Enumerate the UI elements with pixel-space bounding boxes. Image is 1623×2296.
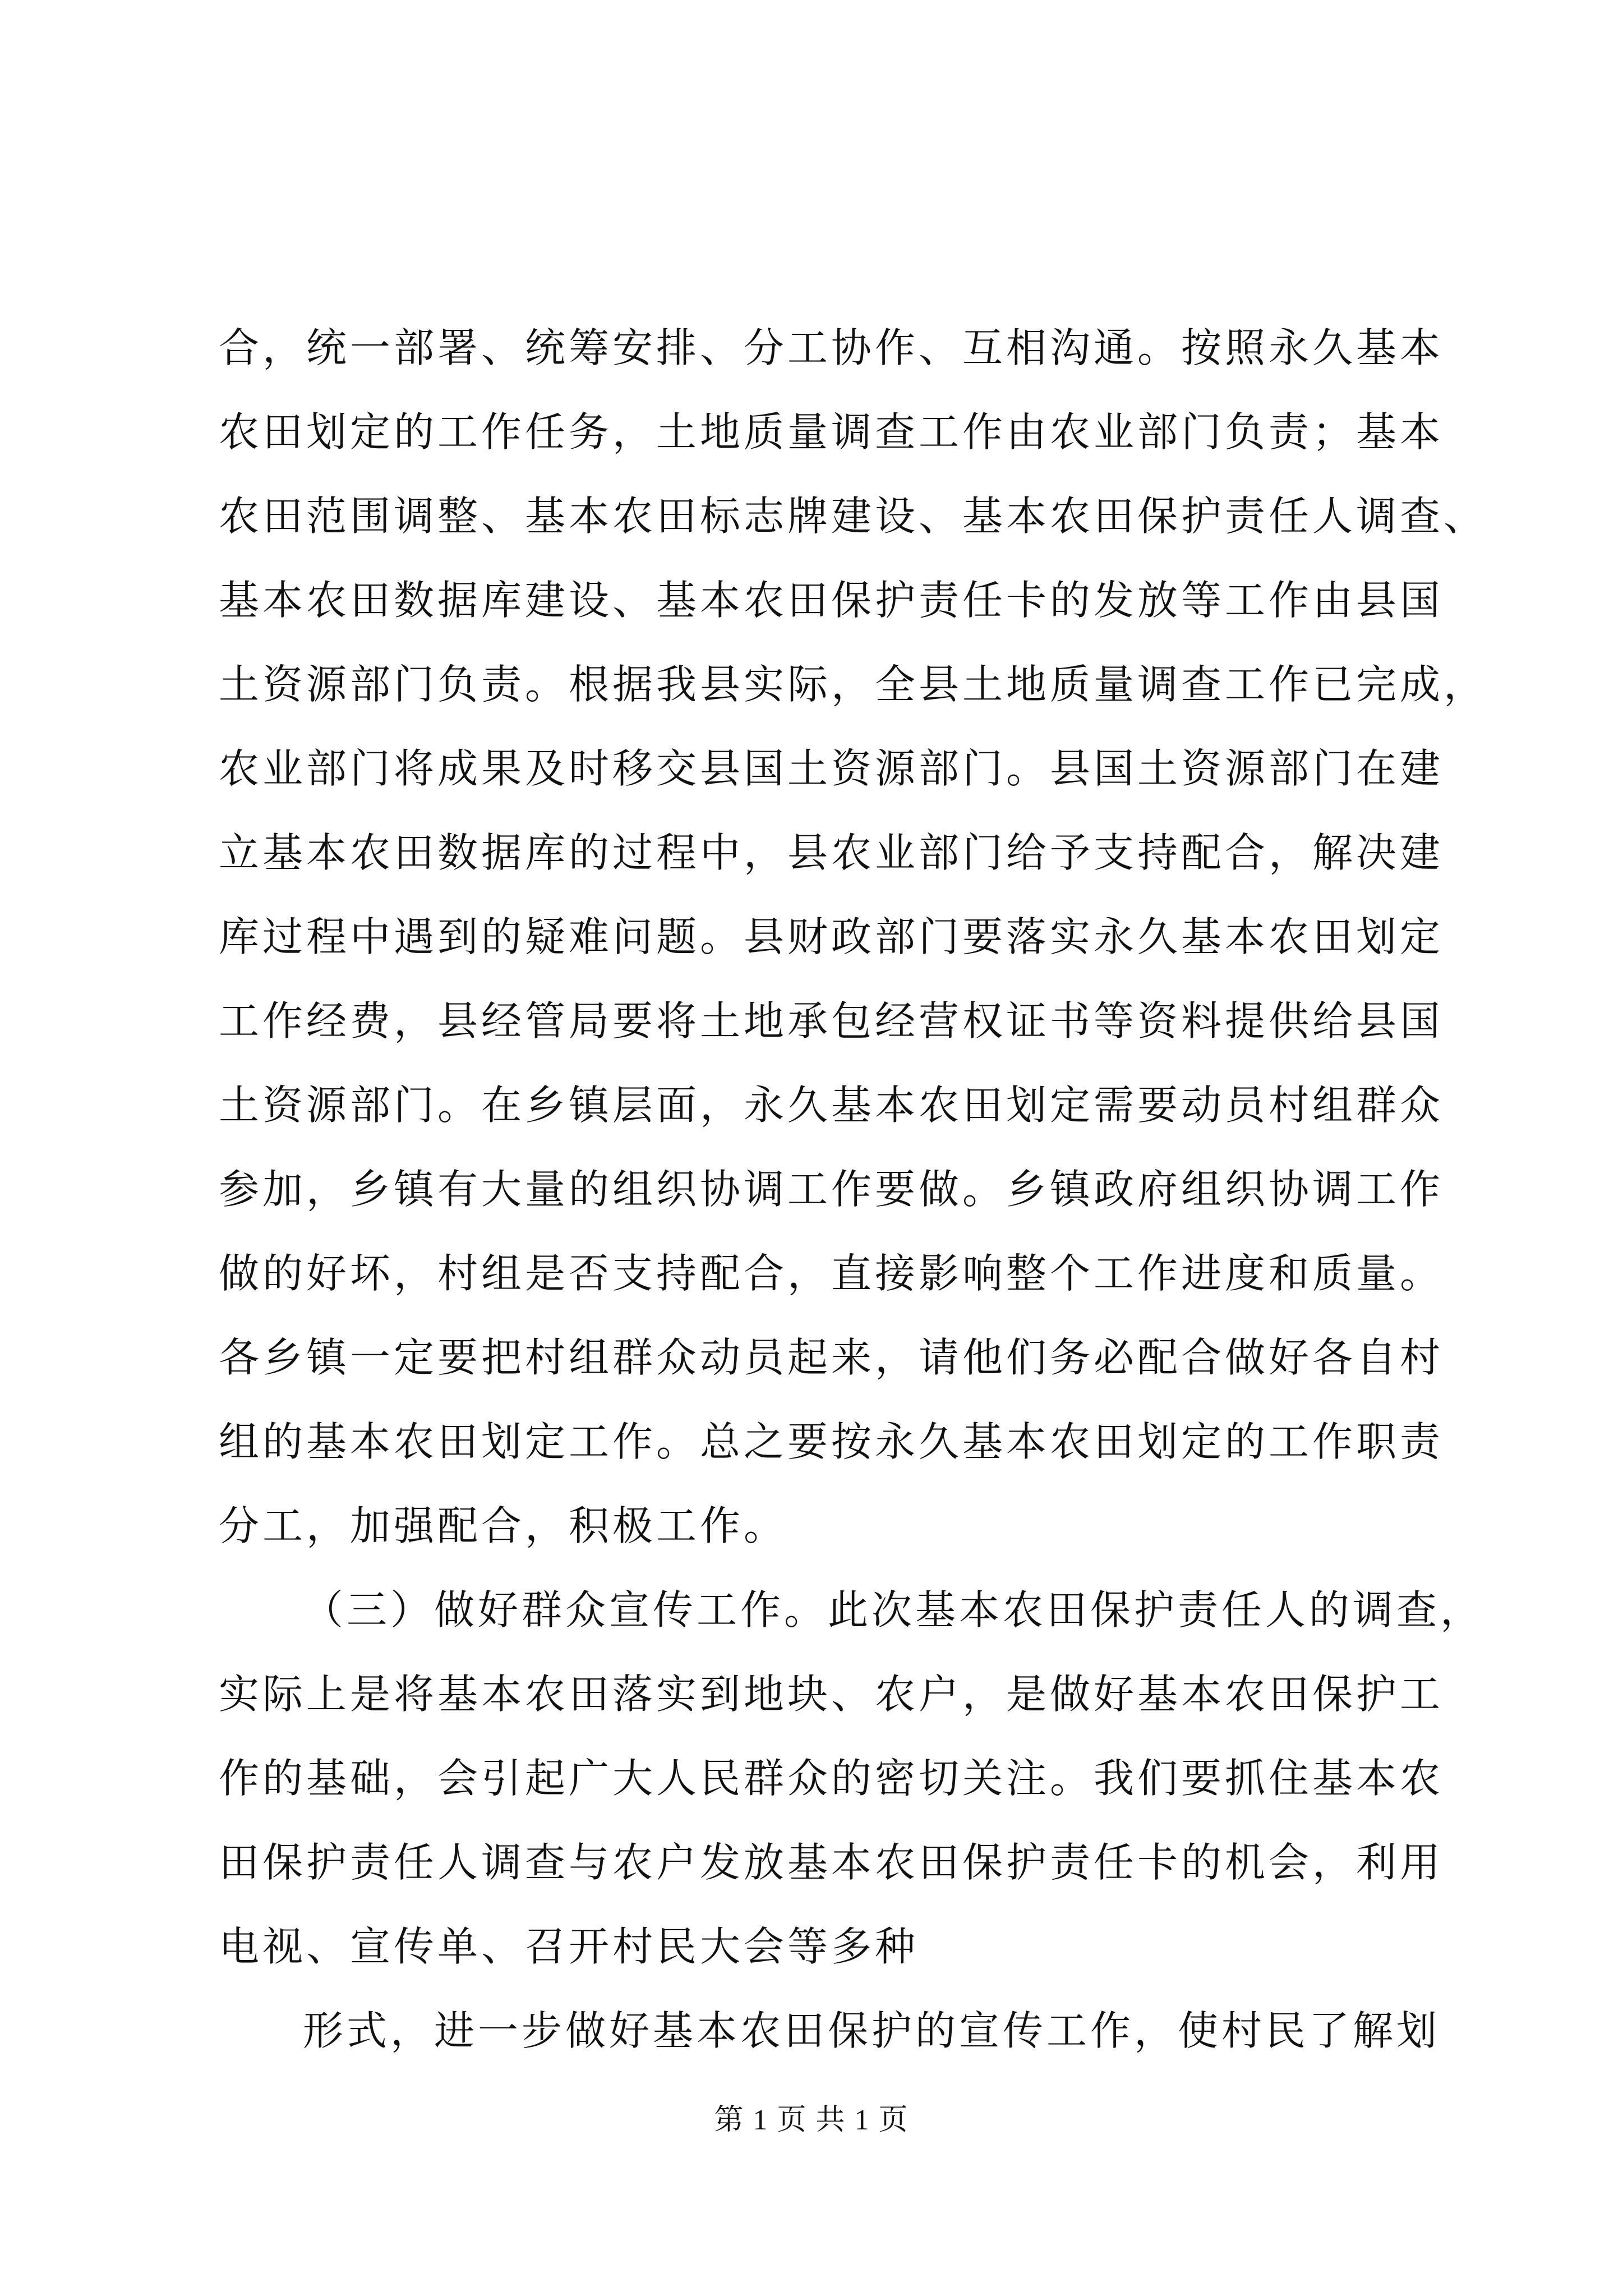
body-text-line: 土资源部门负责。根据我县实际，全县土地质量调查工作已完成， [219,661,1488,708]
body-text-line: 农田范围调整、基本农田标志牌建设、基本农田保护责任人调查、 [219,493,1488,540]
body-text-line: 田保护责任人调查与农户发放基本农田保护责任卡的机会，利用 [219,1839,1444,1886]
body-text-line: 基本农田数据库建设、基本农田保护责任卡的发放等工作由县国 [219,577,1444,624]
body-text-line: 工作经费，县经管局要将土地承包经营权证书等资料提供给县国 [219,997,1444,1045]
body-text-line: 形式，进一步做好基本农田保护的宣传工作，使村民了解划 [303,2007,1441,2054]
body-text-line: 农田划定的工作任务，土地质量调查工作由农业部门负责；基本 [219,408,1444,455]
body-text-line: 合，统一部署、统筹安排、分工协作、互相沟通。按照永久基本 [219,324,1444,371]
body-text-line: 各乡镇一定要把村组群众动员起来，请他们务必配合做好各自村 [219,1334,1444,1381]
body-text-line: 电视、宣传单、召开村民大会等多种 [219,1923,919,1970]
body-text-line: 参加，乡镇有大量的组织协调工作要做。乡镇政府组织协调工作 [219,1166,1444,1213]
body-text-line: 分工，加强配合，积极工作。 [219,1502,788,1549]
body-text-line: 库过程中遇到的疑难问题。县财政部门要落实永久基本农田划定 [219,913,1444,960]
body-text-line: 组的基本农田划定工作。总之要按永久基本农田划定的工作职责 [219,1418,1444,1465]
body-text-line: 实际上是将基本农田落实到地块、农户，是做好基本农田保护工 [219,1671,1444,1718]
body-text-line: 立基本农田数据库的过程中，县农业部门给予支持配合，解决建 [219,829,1444,876]
body-text-line: 土资源部门。在乡镇层面，永久基本农田划定需要动员村组群众 [219,1082,1444,1129]
section-heading-line: （三）做好群众宣传工作。此次基本农田保护责任人的调查， [303,1586,1484,1634]
body-text-line: 作的基础，会引起广大人民群众的密切关注。我们要抓住基本农 [219,1755,1444,1802]
body-text-line: 做的好坏，村组是否支持配合，直接影响整个工作进度和质量。 [219,1250,1444,1297]
body-text-line: 农业部门将成果及时移交县国土资源部门。县国土资源部门在建 [219,745,1444,792]
page-number-footer: 第 1 页 共 1 页 [714,2104,909,2136]
